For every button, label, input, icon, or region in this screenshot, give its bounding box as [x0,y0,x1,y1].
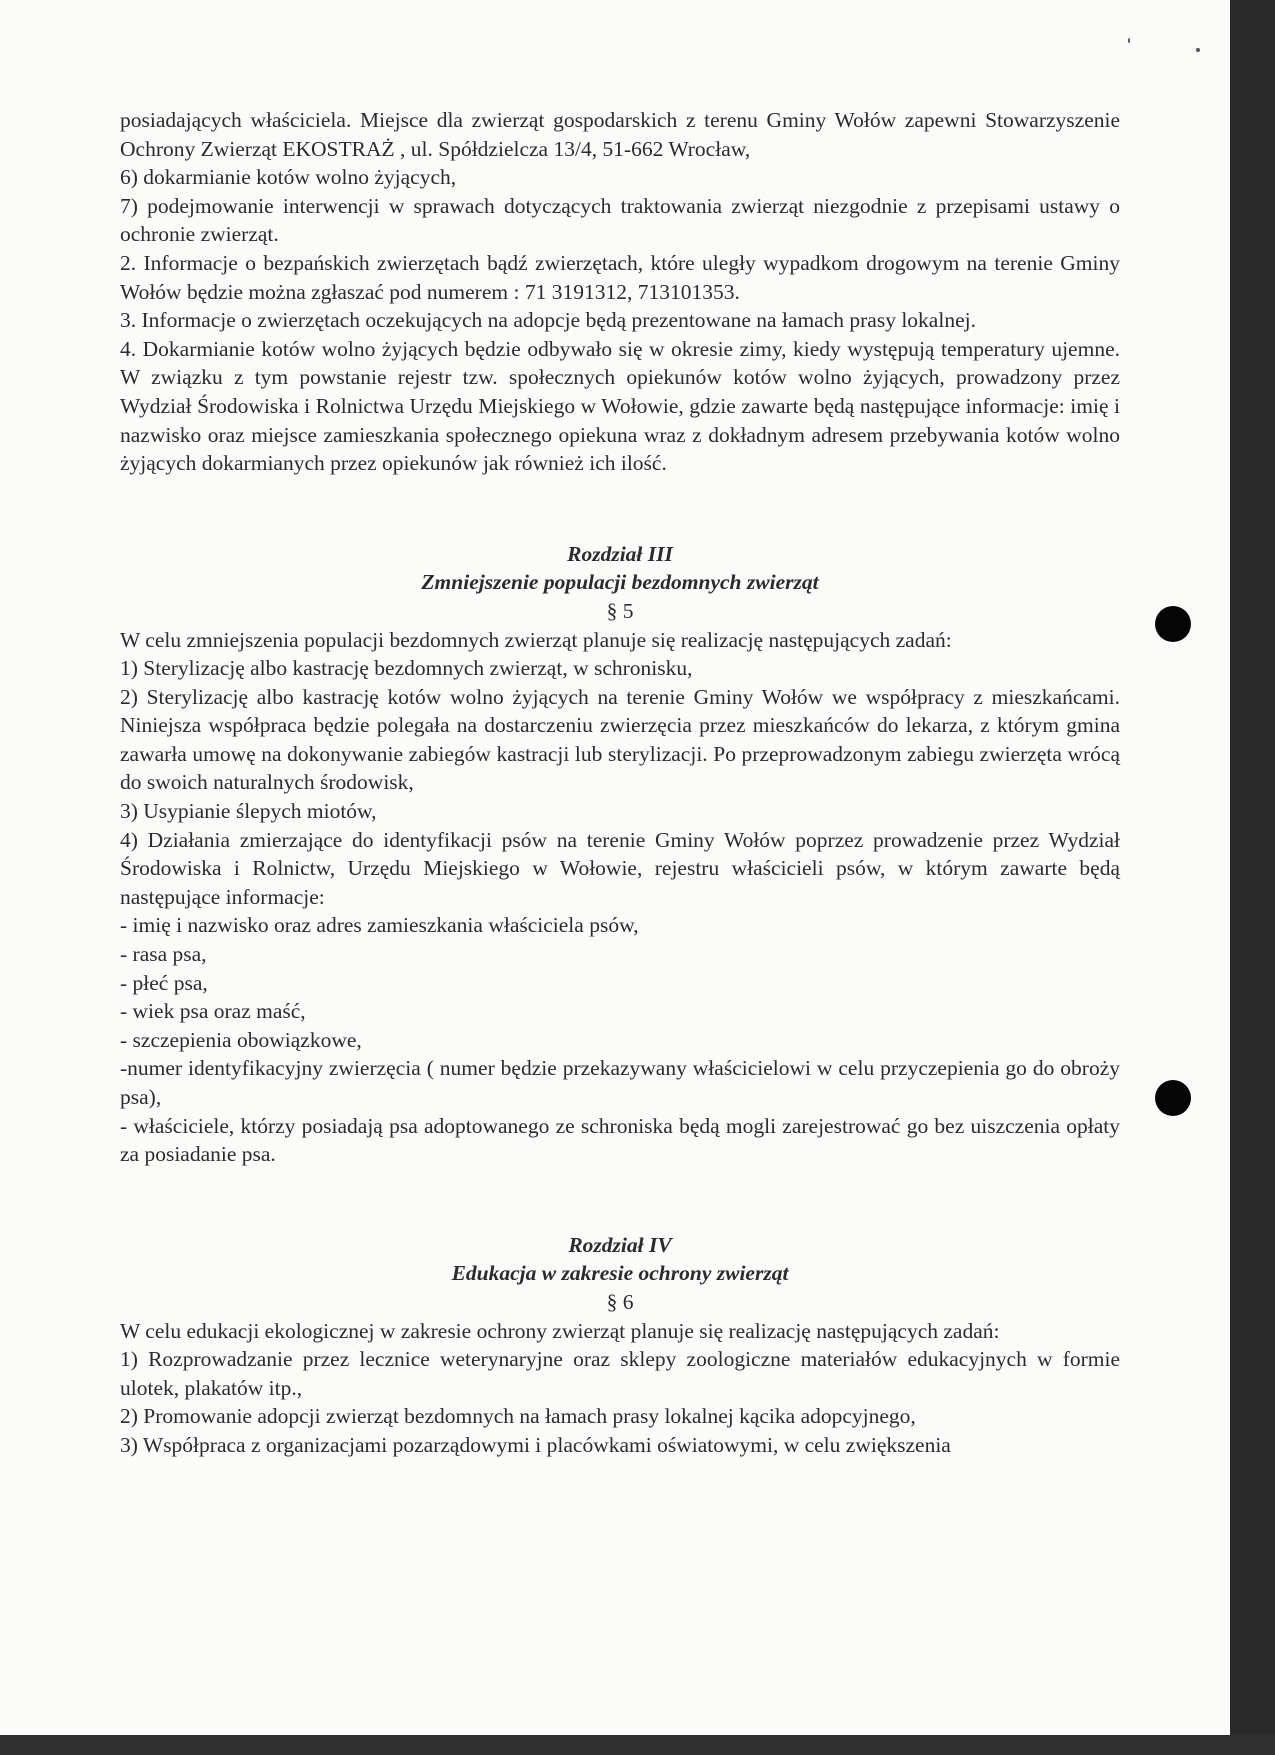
list-item: - imię i nazwisko oraz adres zamieszkania właściciela psów, [120,913,639,938]
list-item: 2) Sterylizację albo kastrację kotów wolno żyjących na terenie Gminy Wołów we współpracy z mieszkańcami. Niniejsza współpraca będzie polegała na dostarczeniu zwierzęcia przez mieszkańców do lekarza, z którym gmina zawarła umowę na dokonywanie zabiegów kastracji lub sterylizacji. Po przeprowadzonym zabiegu zwierzęta wrócą do swoich naturalnych środowisk, [120,684,1120,795]
list-item: 7) podejmowanie interwencji w sprawach dotyczących traktowania zwierząt niezgodnie z przepisami ustawy o ochronie zwierząt. [120,193,1120,247]
punch-hole-top [1155,606,1191,642]
paragraph: 2. Informacje o bezpańskich zwierzętach bądź zwierzętach, które uległy wypadkom drogowym na terenie Gminy Wołów będzie można zgłaszać pod numerem : 71 3191312, 713101353. [120,250,1120,304]
list-item: 3) Współpraca z organizacjami pozarządowymi i placówkami oświatowymi, w celu zwiększenia [120,1432,951,1457]
list-item: 4) Działania zmierzające do identyfikacji psów na terenie Gminy Wołów poprzez prowadzenie przez Wydział Środowiska i Rolnictw, Urzędu Miejskiego w Wołowie, rejestru właścicieli psów, w którym zawarte będą następujące informacje: [120,827,1120,909]
paragraph: 3. Informacje o zwierzętach oczekujących na adopcje będą prezentowane na łamach prasy lokalnej. [120,308,976,333]
list-item: - właściciele, którzy posiadają psa adoptowanego ze schroniska będą mogli zarejestrować go bez uiszczenia opłaty za posiadanie psa. [120,1113,1120,1167]
paragraph: W celu zmniejszenia populacji bezdomnych zwierząt planuje się realizację następujących zadań: [120,627,952,652]
chapter-title: Zmniejszenie populacji bezdomnych zwierząt [421,570,819,595]
chapter-3-heading [120,540,1120,597]
document-body [120,106,1120,1460]
list-item: - płeć psa, [120,970,208,995]
section-number: § 5 [606,598,634,623]
punch-hole-bottom [1155,1080,1191,1116]
paragraph: 4. Dokarmianie kotów wolno żyjących będzie odbywało się w okresie zimy, kiedy występują temperatury ujemne. W związku z tym powstanie rejestr tzw. społecznych opiekunów kotów wolno żyjących, prowadzony przez Wydział Środowiska i Rolnictwa Urzędu Miejskiego w Wołowie, gdzie zawarte będą następujące informacje: imię i nazwisko oraz miejsce zamieszkania społecznego opiekuna wraz z dokładnym adresem przebywania kotów wolno żyjących dokarmianych przez opiekunów jak również ich ilość. [120,336,1120,476]
list-item: 3) Usypianie ślepych miotów, [120,799,377,824]
chapter-4-heading [120,1231,1120,1288]
scan-speck [1128,38,1130,43]
scan-border-bottom [0,1735,1275,1755]
chapter-label: Rozdział III [567,541,673,566]
paragraph: posiadających właściciela. Miejsce dla zwierząt gospodarskich z terenu Gminy Wołów zapewni Stowarzyszenie Ochrony Zwierząt EKOSTRAŻ , ul. Spółdzielcza 13/4, 51-662 Wrocław, [120,108,1120,161]
list-item: - rasa psa, [120,942,207,967]
list-item: 1) Sterylizację albo kastrację bezdomnych zwierząt, w schronisku, [120,656,693,681]
scan-speck [1196,48,1200,52]
section-number: § 6 [606,1289,634,1314]
paragraph: W celu edukacji ekologicznej w zakresie ochrony zwierząt planuje się realizację następujących zadań: [120,1318,1000,1343]
list-item: 6) dokarmianie kotów wolno żyjących, [120,165,457,190]
list-item: -numer identyfikacyjny zwierzęcia ( numer będzie przekazywany właścicielowi w celu przyczepienia go do obroży psa), [120,1056,1120,1109]
scan-border-right [1230,0,1275,1755]
list-item: 2) Promowanie adopcji zwierząt bezdomnych na łamach prasy lokalnej kącika adopcyjnego, [120,1404,916,1429]
chapter-label: Rozdział IV [568,1232,672,1257]
list-item: - szczepienia obowiązkowe, [120,1027,362,1052]
list-item: 1) Rozprowadzanie przez lecznice weterynaryjne oraz sklepy zoologiczne materiałów edukacyjnych w formie ulotek, plakatów itp., [120,1347,1120,1400]
chapter-title: Edukacja w zakresie ochrony zwierząt [451,1261,789,1286]
list-item: - wiek psa oraz maść, [120,999,306,1024]
